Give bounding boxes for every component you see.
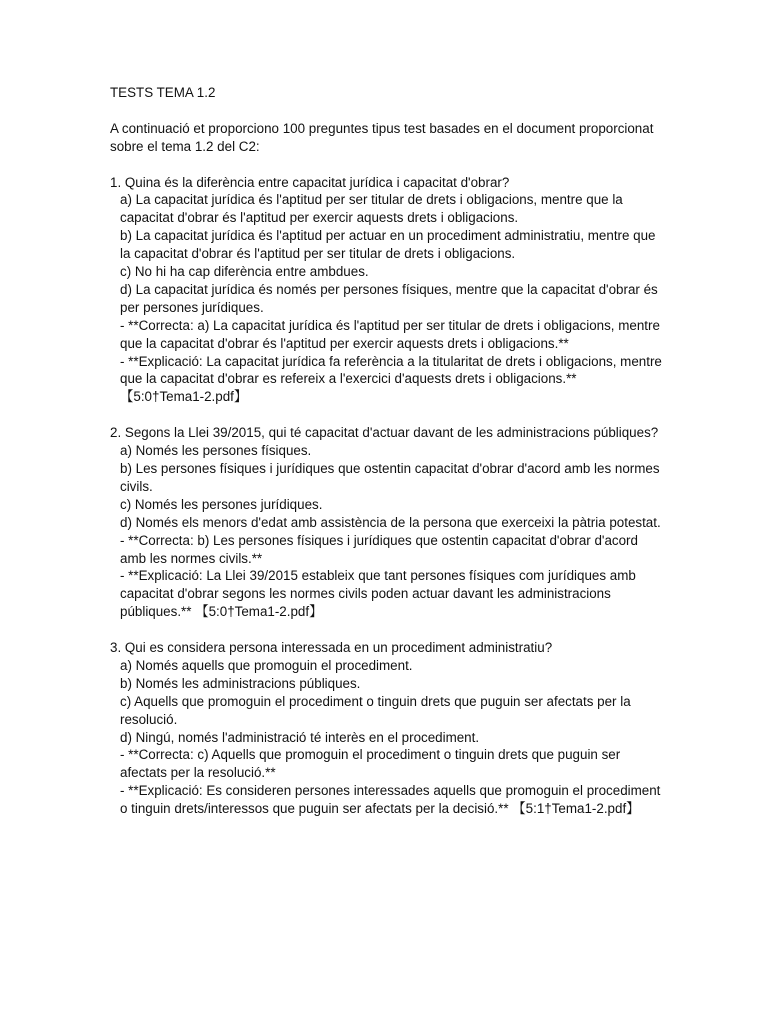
correct-answer: - **Correcta: a) La capacitat jurídica és l'aptitud per ser titular de drets i obligacions, mentre que la capacitat d'obrar és l'aptitud per exercir aquests drets i obligacions.** — [120, 317, 660, 351]
answer-explanation: - **Explicació: Es consideren persones interessades aquells que promoguin el procediment o tinguin drets/interessos que puguin ser afectats per la decisió.** 【5:1†Tema1-2.pdf】 — [120, 783, 661, 817]
answer-option: a) La capacitat jurídica és l'aptitud per ser titular de drets i obligacions, mentre que la capacitat d'obrar és l'aptitud per exercir aquests drets i obligacions. — [120, 192, 623, 226]
answer-option: d) Només els menors d'edat amb assistència de la persona que exerceixi la pàtria potestat. — [120, 514, 661, 530]
answer-option: d) La capacitat jurídica és només per persones físiques, mentre que la capacitat d'obrar és per persones jurídiques. — [120, 281, 658, 315]
answer-option: b) Només les administracions públiques. — [120, 675, 361, 691]
document-body — [110, 84, 662, 836]
answer-option: c) No hi ha cap diferència entre ambdues. — [120, 264, 369, 280]
question-text: 2. Segons la Llei 39/2015, qui té capacitat d'actuar davant de les administracions públiques? — [110, 425, 659, 441]
answer-option: b) La capacitat jurídica és l'aptitud per actuar en un procediment administratiu, mentre que la capacitat d'obrar és l'aptitud per ser titular de drets i obligacions. — [120, 228, 656, 262]
question-block — [110, 639, 662, 818]
question-text: 1. Quina és la diferència entre capacitat jurídica i capacitat d'obrar? — [110, 174, 510, 190]
correct-answer: - **Correcta: c) Aquells que promoguin el procediment o tinguin drets que puguin ser afectats per la resolució.** — [120, 747, 621, 781]
answer-option: d) Ningú, només l'administració té interès en el procediment. — [120, 729, 480, 745]
answer-explanation: - **Explicació: La capacitat jurídica fa referència a la titularitat de drets i obligacions, mentre que la capacitat d'obrar es refereix a l'exercici d'aquests drets i obligacions.** 【5:0†Tema1-2.pdf】 — [120, 353, 662, 405]
answer-option: b) Les persones físiques i jurídiques que ostentin capacitat d'obrar d'acord amb les normes civils. — [120, 460, 660, 494]
document-title: TESTS TEMA 1.2 — [110, 85, 216, 100]
correct-answer: - **Correcta: b) Les persones físiques i jurídiques que ostentin capacitat d'obrar d'acord amb les normes civils.** — [120, 532, 638, 566]
answer-option: a) Només aquells que promoguin el procediment. — [120, 657, 413, 673]
answer-option: a) Només les persones físiques. — [120, 443, 312, 459]
question-block — [110, 424, 662, 621]
answer-explanation: - **Explicació: La Llei 39/2015 estableix que tant persones físiques com jurídiques amb capacitat d'obrar segons les normes civils poden actuar davant les administracions públiques.** 【5:0†Tema1-2.pdf】 — [120, 568, 636, 620]
answer-option: c) Només les persones jurídiques. — [120, 496, 323, 512]
question-block — [110, 174, 662, 407]
question-text: 3. Qui es considera persona interessada en un procediment administratiu? — [110, 640, 553, 656]
document-intro: A continuació et proporciono 100 preguntes tipus test basades en el document proporcionat sobre el tema 1.2 del C2: — [110, 120, 654, 154]
answer-option: c) Aquells que promoguin el procediment o tinguin drets que puguin ser afectats per la resolució. — [120, 693, 631, 727]
